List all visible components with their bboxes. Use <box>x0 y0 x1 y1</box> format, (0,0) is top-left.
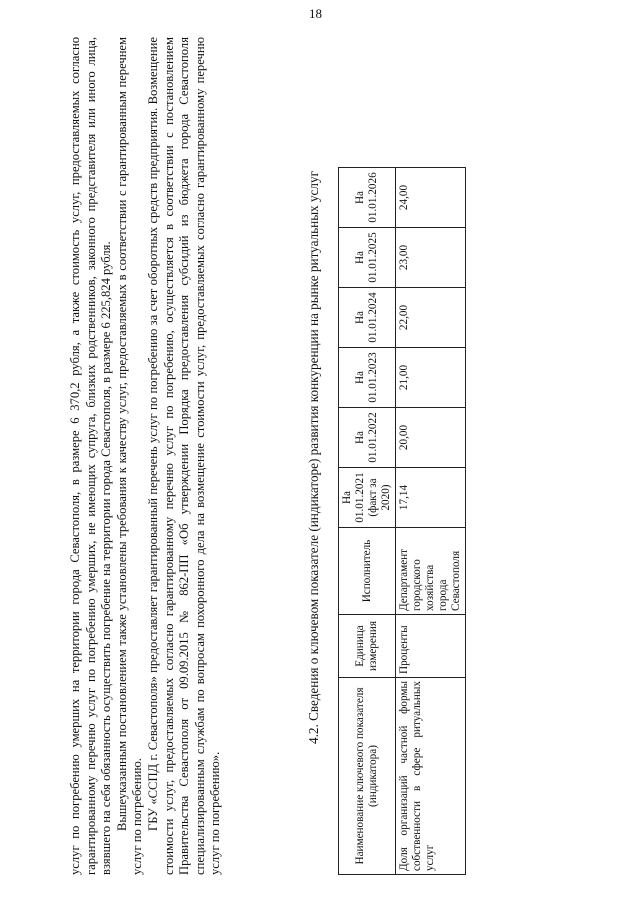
section-heading: 4.2. Сведения о ключевом показателе (индикаторе) развития конкуренции на рынке ритуальных услуг <box>306 171 321 744</box>
rotated-page-content <box>60 30 580 885</box>
table-row <box>396 168 466 875</box>
table-header-row <box>339 168 396 875</box>
paragraph-1: услуг по погребению умерших на территории города Севастополя, в размере 6 370,2 рубля, а также стоимость услуг, предоставляемых согласно гарантированному перечню услуг по погребению умерших, не имеющих супруга, близких родственников, законного представителя или иного лица, взявшего на себя обязанность осуществить погребение на территории города Севастополя, в размере 6 225,824 рубля. <box>68 37 114 875</box>
cell-2025: 23,00 <box>396 228 466 288</box>
header-2022: На 01.01.2022 <box>339 408 396 468</box>
body-text <box>68 37 224 875</box>
page-number: 18 <box>309 6 322 21</box>
cell-2023: 21,00 <box>396 348 466 408</box>
cell-indicator-name: Доля организаций частной формы собственности в сфере ритуальных услуг <box>396 678 466 875</box>
kpi-table <box>338 167 466 875</box>
cell-2026: 24,00 <box>396 168 466 228</box>
header-2021: На 01.01.2021 (факт за 2020) <box>339 468 396 528</box>
header-2023: На 01.01.2023 <box>339 348 396 408</box>
cell-2022: 20,00 <box>396 408 466 468</box>
cell-unit: Проценты <box>396 615 466 678</box>
cell-2024: 22,00 <box>396 288 466 348</box>
header-indicator-name: Наименование ключевого показателя (индикатора) <box>339 678 396 875</box>
paragraph-2: Вышеуказанным постановлением также установлены требования к качеству услуг, предоставляемых в соответствии с гарантированным перечнем услуг по погребению. <box>114 37 145 875</box>
header-2025: На 01.01.2025 <box>339 228 396 288</box>
header-executor: Исполнитель <box>339 528 396 615</box>
header-2024: На 01.01.2024 <box>339 288 396 348</box>
header-unit: Единица измерения <box>339 615 396 678</box>
cell-2021: 17,14 <box>396 468 466 528</box>
paragraph-3: ГБУ «ССПД г. Севастополя» предоставляет гарантированный перечень услуг по погребению за счет оборотных средств предприятия. Возмещение стоимости услуг, предоставляемых согласно гарантированному перечню услуг по погребению, осуществляется в соответствии с постановлением Правительства Севастополя от 09.09.2015 № 862-ПП «Об утверждении Порядка предоставления субсидий из бюджета города Севастополя специализированным службам по вопросам похоронного дела на возмещение стоимости услуг, предоставляемых согласно гарантированному перечню услуг по погребению». <box>145 37 223 875</box>
header-2026: На 01.01.2026 <box>339 168 396 228</box>
cell-executor: Департамент городского хозяйства города Севастополя <box>396 528 466 615</box>
